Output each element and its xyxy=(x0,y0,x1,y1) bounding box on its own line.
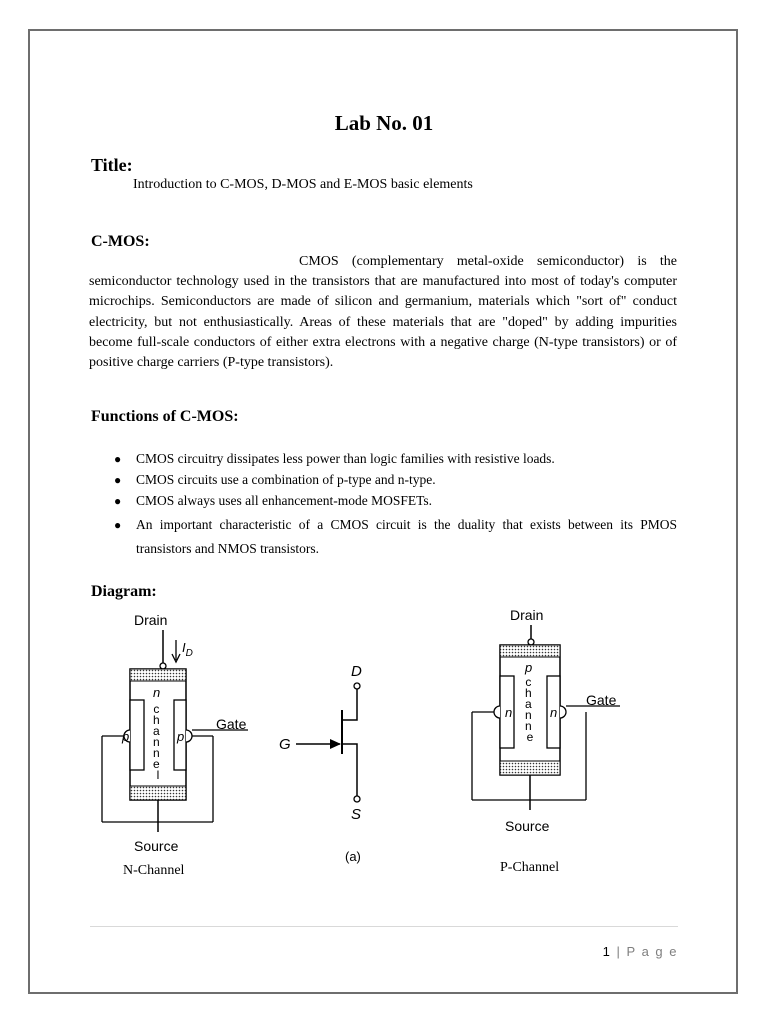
p-left-region: n xyxy=(505,705,513,720)
current-label: $I_D$ xyxy=(182,640,193,659)
p-top-contact xyxy=(500,645,560,657)
p-type-letter: p xyxy=(525,660,533,675)
n-drain-label: Drain xyxy=(134,612,168,628)
title-heading: Title: xyxy=(91,155,133,175)
footer-separator: | xyxy=(616,944,622,959)
page-number: 1 xyxy=(602,944,612,959)
list-item xyxy=(114,492,677,510)
symbol-source-lead xyxy=(342,744,357,796)
functions-list xyxy=(114,450,677,564)
cmos-paragraph-text: CMOS (complementary metal-oxide semiconductor) is the semiconductor technology used in the transistors that are manufactured into most of today's computer microchips. Semiconductors are made of silicon and germanium, materials which "sort of" conduct electricity, but not enthusiastically. Areas of these materials that are "doped" by adding impurities become full-scale conductors of either extra electrons with a negative charge (N-type transistors) or of positive charge carriers (P-type transistors). xyxy=(89,254,677,371)
p-drain-label: Drain xyxy=(510,607,544,623)
symbol-gate-label: G xyxy=(279,736,291,753)
page-word: P a g e xyxy=(626,944,678,959)
n-top-contact xyxy=(130,669,186,681)
n-gate-label: Gate xyxy=(216,716,247,732)
n-left-gate xyxy=(130,700,144,770)
list-item-text: An important characteristic of a CMOS circuit is the duality that exists between its PMOS transistors and NMOS transistors. xyxy=(136,517,677,556)
symbol-drain-lead xyxy=(342,689,357,720)
n-right-region: p xyxy=(177,729,185,744)
p-right-gate-terminal xyxy=(560,706,566,718)
list-item-text: CMOS circuitry dissipates less power than logic families with resistive loads. xyxy=(136,451,555,466)
p-bottom-contact xyxy=(500,761,560,775)
n-channel-jfet xyxy=(102,612,248,878)
p-gate-label: Gate xyxy=(586,692,617,708)
p-drain-terminal xyxy=(528,639,534,645)
list-item xyxy=(114,450,677,468)
n-right-gate-terminal xyxy=(186,730,192,742)
diagram-heading: Diagram: xyxy=(91,583,157,600)
bullet-icon: ● xyxy=(114,494,122,508)
list-item-text: CMOS always uses all enhancement-mode MOSFETs. xyxy=(136,493,433,508)
lab-title: Lab No. 01 xyxy=(334,111,434,135)
n-left-region: p xyxy=(122,729,130,744)
page-footer xyxy=(603,944,678,959)
p-channel-letters: c h a n n e xyxy=(524,675,534,744)
cmos-paragraph xyxy=(89,252,677,373)
p-source-label: Source xyxy=(505,818,550,834)
p-left-gate-terminal xyxy=(494,706,500,718)
list-item-text: CMOS circuits use a combination of p-type and n-type. xyxy=(136,472,436,487)
n-drain-terminal xyxy=(160,663,166,669)
p-channel-caption: P-Channel xyxy=(500,860,560,875)
n-type-letter: n xyxy=(153,685,161,700)
symbol-drain-label: D xyxy=(351,663,362,680)
bullet-icon: ● xyxy=(114,518,122,532)
n-bottom-contact xyxy=(130,786,186,800)
bullet-icon: ● xyxy=(114,473,122,487)
n-channel-caption: N-Channel xyxy=(123,863,185,878)
symbol-drain-terminal xyxy=(354,683,360,689)
mosfet-diagram xyxy=(88,600,688,890)
footer-divider xyxy=(90,926,678,927)
cmos-heading: C-MOS: xyxy=(91,233,150,250)
title-text: Introduction to C-MOS, D-MOS and E-MOS basic elements xyxy=(133,177,473,192)
n-channel-letters: c h a n n e l xyxy=(152,702,160,782)
functions-heading: Functions of C-MOS: xyxy=(91,408,239,425)
symbol-gate-arrow xyxy=(330,739,341,749)
bullet-icon: ● xyxy=(114,452,122,466)
p-channel-jfet xyxy=(472,607,620,875)
symbol-source-label: S xyxy=(351,806,362,823)
list-item xyxy=(114,471,677,489)
list-item xyxy=(114,513,677,561)
n-source-label: Source xyxy=(134,838,179,854)
jfet-symbol xyxy=(279,663,362,864)
p-right-region: n xyxy=(550,705,558,720)
symbol-caption: (a) xyxy=(345,849,361,864)
symbol-source-terminal xyxy=(354,796,360,802)
